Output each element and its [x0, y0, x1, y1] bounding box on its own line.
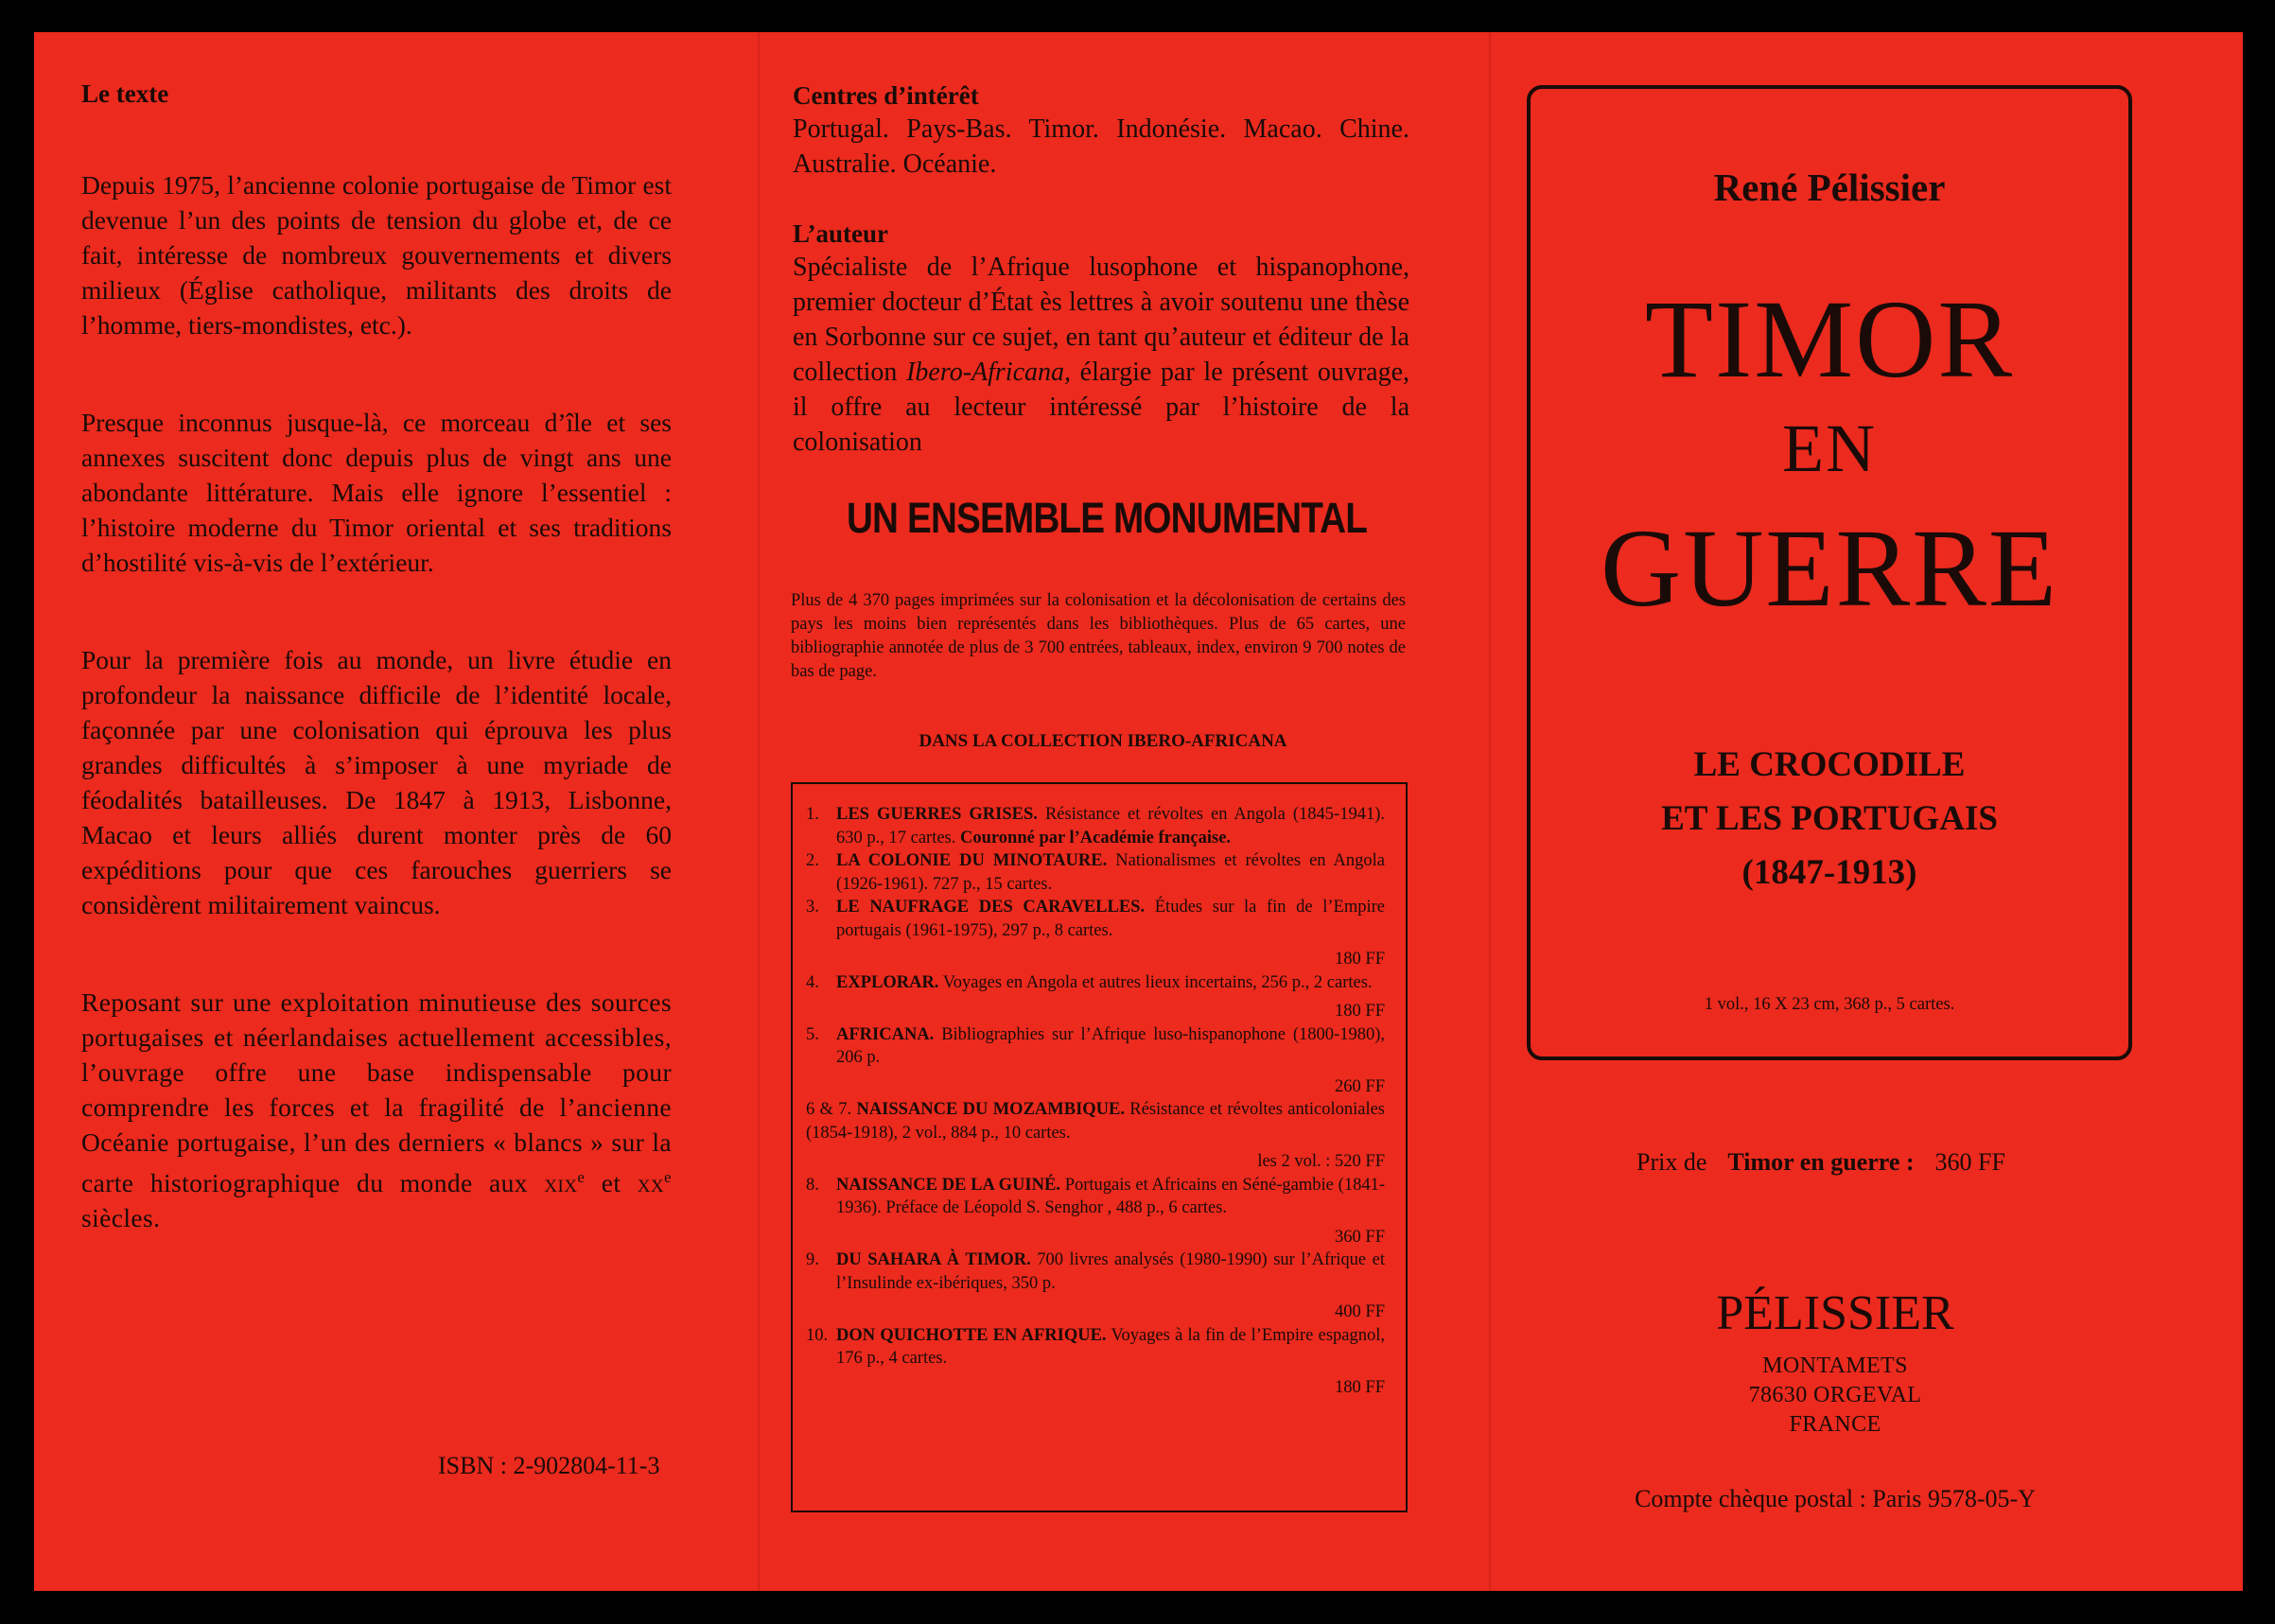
and-word: et [601, 1168, 621, 1198]
item-price: 400 FF [1335, 1302, 1385, 1321]
item-title: DU SAHARA À TIMOR. [836, 1250, 1031, 1269]
interests-section [793, 79, 1409, 182]
headline: UN ENSEMBLE MONUMENTAL [846, 494, 1368, 542]
address-line-1: MONTAMETS [1762, 1353, 1908, 1378]
author-heading: L’auteur [793, 219, 889, 248]
item-number: 1. [806, 805, 819, 824]
collection-item [806, 971, 1385, 1023]
paragraph-4 [81, 985, 672, 1235]
item-title: LA COLONIE DU MINOTAURE. [836, 851, 1108, 870]
subtitle-line-3: (1847-1913) [1741, 853, 1917, 892]
item-number: 9. [806, 1250, 819, 1269]
text-heading: Le texte [81, 79, 169, 108]
title-line-1: TIMOR [1644, 277, 2015, 401]
paragraph-3: Pour la première fois au monde, un livre étudie en profondeur la naissance difficile de l’identité locale, façonnée par une colonisation qui éprouva les plus grandes difficultés à s’imposer à une myriade de féodalités batailleuses. De 1847 à 1913, Lisbonne, Macao et leurs alliés durent monter près de 60 expéditions pour que ces farouches guerriers se considèrent militairement vaincus. [81, 645, 672, 919]
author-name: René Pélissier [1713, 166, 1946, 209]
century-19: xix$^e$ [544, 1168, 586, 1198]
collection-item [806, 849, 1385, 896]
item-price: les 2 vol. : 520 FF [1257, 1152, 1385, 1171]
title-line-3: GUERRE [1601, 506, 2058, 630]
price-book-title: Timor en guerre : [1727, 1148, 1915, 1176]
item-title: LE NAUFRAGE DES CARAVELLES. [836, 898, 1146, 917]
item-price: 180 FF [1335, 1377, 1385, 1397]
collection-item [806, 1324, 1385, 1400]
title-line-2: EN [1782, 410, 1877, 486]
collection-title: DANS LA COLLECTION IBERO-AFRICANA [919, 731, 1287, 751]
collection-item [806, 1098, 1385, 1174]
item-desc: Portugais et Africains en Séné-gambie (1841-1936). Préface de Léopold S. Senghor , 488 p., 6 cartes. [836, 1175, 1385, 1217]
fold-line [1489, 32, 1491, 1591]
item-number: 3. [806, 898, 819, 917]
subtitle-line-2: ET LES PORTUGAIS [1661, 799, 1998, 838]
item-desc: Résistance et révoltes anticoloniales (1854-1918), 2 vol., 884 p., 10 cartes. [806, 1100, 1385, 1143]
item-award: Couronné par l’Académie française. [960, 828, 1232, 847]
item-title: DON QUICHOTTE EN AFRIQUE. [836, 1325, 1107, 1345]
author-text: Spécialiste de l’Afrique lusophone et hispanophone, premier docteur d’État ès lettres à avoir soutenu une thèse en Sorbonne sur ce sujet, en tant qu’auteur et éditeur de la collection Ibero-Africana, élargie par le présent ouvrage, il offre au lecteur intéressé par l’histoire de la colonisation [793, 253, 1410, 457]
item-desc: Nationalismes et révoltes en Angola (1926-1961). 727 p., 15 cartes. [836, 851, 1385, 894]
isbn: ISBN : 2-902804-11-3 [438, 1452, 660, 1479]
item-desc: Études sur la fin de l’Empire portugais (1961-1975), 297 p., 8 cartes. [836, 898, 1386, 940]
item-title: LES GUERRES GRISES. [836, 805, 1038, 824]
book-specs: 1 vol., 16 X 23 cm, 368 p., 5 cartes. [1704, 995, 1955, 1014]
subtitle [1531, 738, 2128, 899]
item-number: 10. [806, 1325, 829, 1345]
century-20: $xx^e$ [637, 1168, 672, 1198]
collection-box [791, 782, 1408, 1512]
item-desc: Voyages à la fin de l’Empire espagnol, 176 p., 4 cartes. [836, 1325, 1385, 1368]
item-title: AFRICANA. [836, 1024, 935, 1044]
price-label: Prix de [1636, 1148, 1707, 1176]
collection-item [806, 1174, 1385, 1249]
item-title: EXPLORAR. [836, 972, 939, 992]
collection-item [806, 1249, 1385, 1324]
item-number: 5. [806, 1024, 819, 1044]
collection-item [806, 803, 1385, 849]
author-section [793, 218, 1409, 460]
price-line [1636, 1148, 2005, 1177]
item-desc: Voyages en Angola et autres lieux incertains, 256 p., 2 cartes. [942, 972, 1373, 992]
item-title: NAISSANCE DE LA GUINÉ. [836, 1175, 1060, 1195]
paragraph-4-text: Reposant sur une exploitation minutieuse des sources portugaises et néerlandaises actuellement accessibles, l’ouvrage offre une base indispensable pour comprendre les forces et la fragilité de l’ancienne Océanie portugaise, l’un des derniers « blancs » sur la carte historiographique du monde aux [81, 987, 672, 1198]
fold-line [758, 32, 760, 1591]
middle-panel [793, 79, 1409, 460]
item-price: 180 FF [1335, 950, 1385, 969]
paragraph-2: Presque inconnus jusque-là, ce morceau d’île et ses annexes suscitent donc depuis plus de vingt ans une abondante littérature. Mais elle ignore l’essentiel : l’histoire moderne du Timor oriental et ses traditions d’hostilité vis-à-vis de l’extérieur. [81, 408, 672, 577]
item-price: 260 FF [1335, 1076, 1385, 1096]
interests-heading: Centres d’intérêt [793, 81, 979, 110]
collection-name: Ibero-Africana, [906, 358, 1071, 387]
cover-frame [1527, 85, 2132, 1060]
item-desc: 700 livres analysés (1980-1990) sur l’Afrique et l’Insulinde ex-ibériques, 350 p. [836, 1250, 1385, 1293]
item-desc: Résistance et révoltes en Angola (1845-1941). 630 p., 17 cartes. [836, 805, 1386, 847]
price-value: 360 FF [1934, 1148, 2005, 1176]
collection-item [806, 896, 1385, 971]
pitch-text: Plus de 4 370 pages imprimées sur la colonisation et la décolonisation de certains des pays les moins bien représentés dans les bibliothèques. Plus de 65 cartes, une bibliographie annotée de plus de 3 700 entrées, tableaux, index, environ 9 700 notes de bas de page. [791, 591, 1406, 681]
interests-text: Portugal. Pays-Bas. Timor. Indonésie. Macao. Chine. Australie. Océanie. [793, 114, 1409, 179]
item-number: 6 & 7. [806, 1100, 852, 1119]
left-panel [81, 79, 672, 1298]
postal-account: Compte chèque postal : Paris 9578-05-Y [1635, 1485, 2036, 1512]
item-number: 4. [806, 972, 819, 992]
item-title: NAISSANCE DU MOZAMBIQUE. [856, 1100, 1125, 1119]
paragraph-1: Depuis 1975, l’ancienne colonie portugaise de Timor est devenue l’un des points de tension du globe et, de ce fait, intéresse de nombreux gouvernements et divers milieux (Église catholique, militants des droits de l’homme, tiers-mondistes, etc.). [81, 170, 672, 340]
paragraph-4-ending: siècles. [81, 1203, 161, 1233]
publisher-block [1532, 1282, 2138, 1440]
item-number: 2. [806, 851, 819, 870]
item-desc: Bibliographies sur l’Afrique luso-hispanophone (1800-1980), 206 p. [836, 1024, 1385, 1067]
subtitle-line-1: LE CROCODILE [1693, 745, 1966, 784]
address-line-2: 78630 ORGEVAL [1748, 1383, 1922, 1407]
item-price: 180 FF [1335, 1002, 1385, 1021]
item-price: 360 FF [1335, 1227, 1385, 1247]
publisher-name: PÉLISSIER [1716, 1286, 1954, 1340]
item-number: 8. [806, 1175, 819, 1195]
address-line-3: FRANCE [1789, 1412, 1881, 1437]
collection-item [806, 1023, 1385, 1099]
